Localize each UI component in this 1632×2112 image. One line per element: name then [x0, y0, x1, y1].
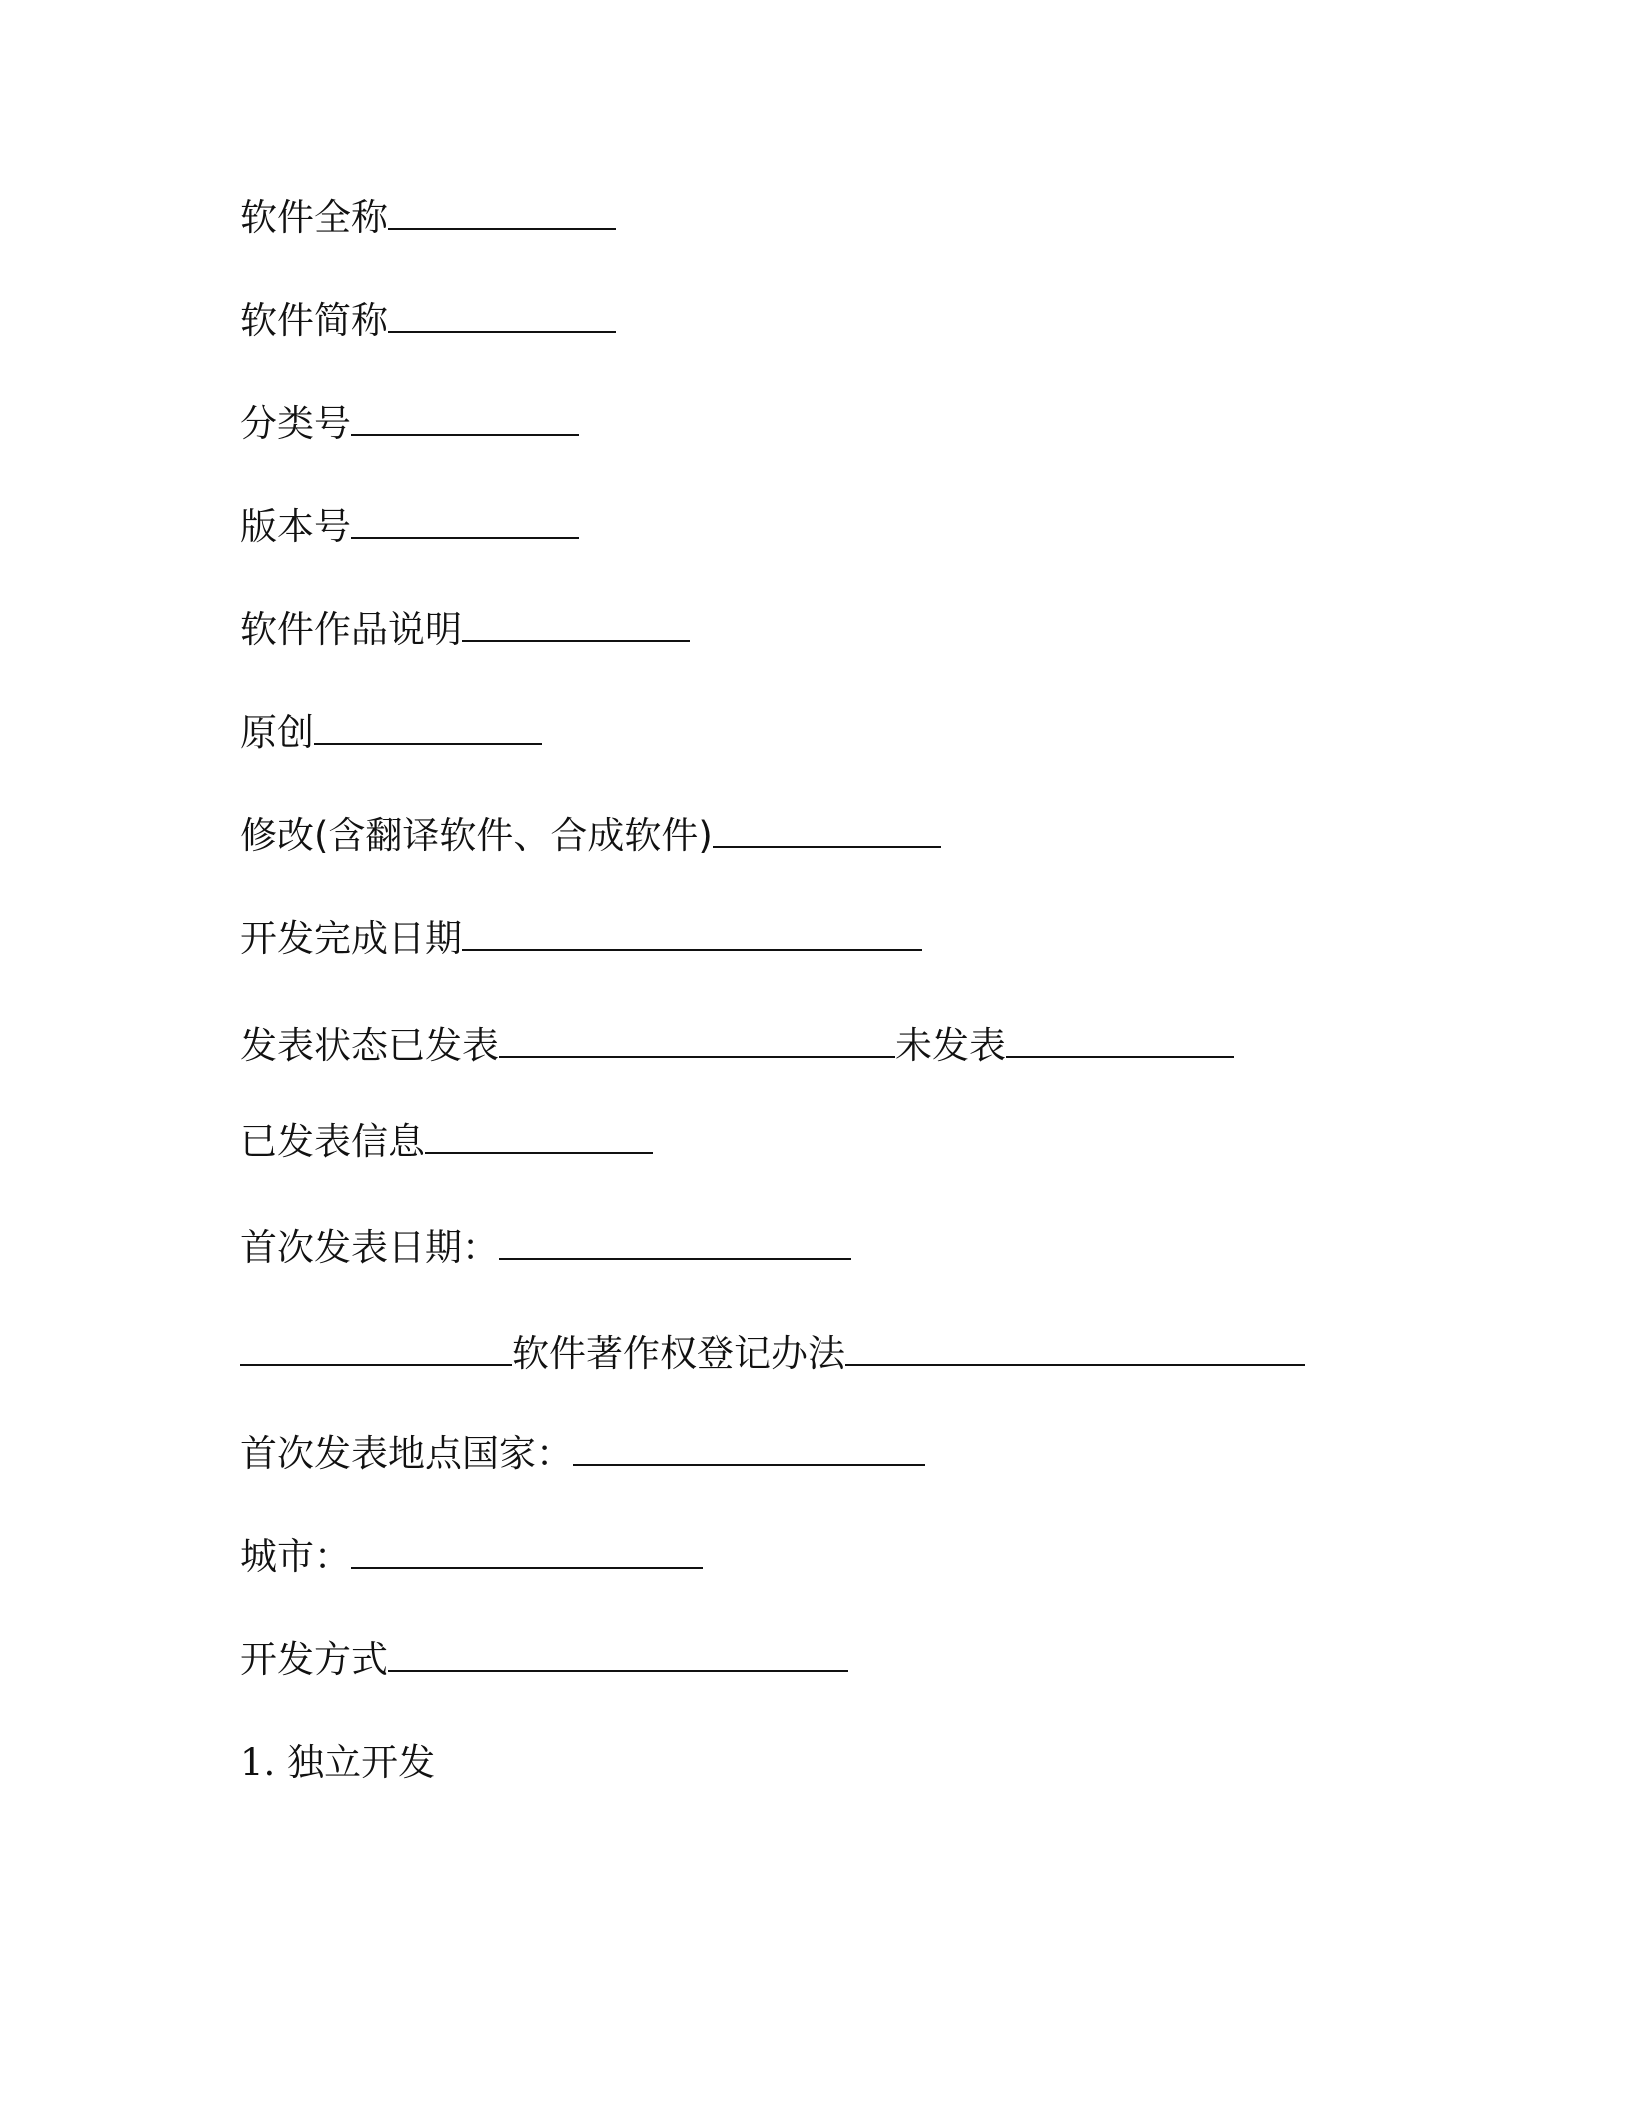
- field-label: 软件简称: [240, 299, 388, 342]
- field-label: 首次发表日期：: [240, 1226, 499, 1269]
- field-label: 城市：: [240, 1535, 351, 1578]
- field-label: 原创: [240, 711, 314, 754]
- fill-blank[interactable]: [351, 400, 579, 436]
- field-label: 开发完成日期: [240, 917, 462, 960]
- field-software-short-name: [240, 297, 616, 345]
- field-classification-number: [240, 400, 579, 448]
- field-first-publication-place-country: [240, 1430, 925, 1478]
- fill-blank[interactable]: [713, 812, 941, 848]
- fill-blank[interactable]: [388, 1636, 848, 1672]
- list-item-number: 1.: [240, 1741, 276, 1784]
- fill-blank[interactable]: [462, 915, 922, 951]
- fill-blank[interactable]: [499, 1224, 851, 1260]
- fill-blank[interactable]: [573, 1430, 925, 1466]
- field-label: 首次发表地点国家：: [240, 1432, 573, 1475]
- field-label: 发表状态已发表: [240, 1024, 499, 1067]
- field-label: 软件作品说明: [240, 608, 462, 651]
- field-development-completion-date: [240, 915, 922, 963]
- field-label: 开发方式: [240, 1638, 388, 1681]
- field-software-full-name: [240, 194, 616, 242]
- field-city: [240, 1533, 703, 1581]
- field-label: 已发表信息: [240, 1120, 425, 1163]
- fill-blank[interactable]: [845, 1330, 1305, 1366]
- field-publication-status: [240, 1022, 1234, 1070]
- fill-blank[interactable]: [240, 1330, 512, 1366]
- field-first-publication-date: [240, 1224, 851, 1272]
- fill-blank[interactable]: [351, 503, 579, 539]
- fill-blank[interactable]: [499, 1022, 895, 1058]
- fill-blank[interactable]: [388, 194, 616, 230]
- fill-blank[interactable]: [314, 709, 542, 745]
- field-development-method: [240, 1636, 848, 1684]
- field-modification: [240, 812, 941, 860]
- list-item-text: 独立开发: [287, 1741, 436, 1784]
- fill-blank[interactable]: [1006, 1022, 1234, 1058]
- field-label: 未发表: [895, 1024, 1006, 1067]
- list-item: [240, 1739, 435, 1787]
- field-version-number: [240, 503, 579, 551]
- field-published-info: [240, 1118, 653, 1166]
- field-registration-method: [240, 1330, 1305, 1378]
- fill-blank[interactable]: [425, 1118, 653, 1154]
- field-label: 分类号: [240, 402, 351, 445]
- fill-blank[interactable]: [388, 297, 616, 333]
- field-label: 软件著作权登记办法: [512, 1332, 845, 1375]
- field-label: 软件全称: [240, 196, 388, 239]
- field-label: 修改(含翻译软件、合成软件): [240, 814, 713, 857]
- fill-blank[interactable]: [351, 1533, 703, 1569]
- field-label: 版本号: [240, 505, 351, 548]
- field-original: [240, 709, 542, 757]
- fill-blank[interactable]: [462, 606, 690, 642]
- field-work-description: [240, 606, 690, 654]
